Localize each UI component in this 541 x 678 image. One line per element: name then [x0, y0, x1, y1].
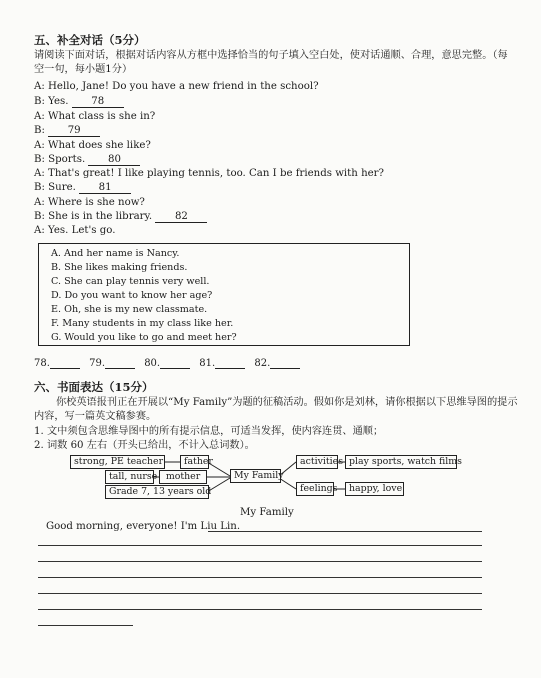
blank-82[interactable]: 82 — [155, 211, 207, 223]
writing-line[interactable] — [38, 577, 482, 578]
section5-instruction-line1: 请阅读下面对话，根据对话内容从方框中选择恰当的句子填入空白处，使对话通顺、合理，意思完整。（每 — [34, 50, 508, 61]
essay-opening: Good morning, everyone! I'm Liu Lin. — [46, 521, 241, 532]
dialogue-line: A: Yes. Let's go. — [34, 225, 116, 236]
writing-line[interactable] — [38, 545, 482, 546]
dialogue-line: A: What class is she in? — [34, 111, 156, 122]
section6-instruction-line1: 你校英语报刊正在开展以“My Family”为题的征稿活动。假如你是刘林，请你根据以下思维导图的提示 — [56, 397, 518, 408]
option-d: D. Do you want to know her age? — [51, 290, 213, 301]
requirement-2: 2. 词数 60 左右（开头已给出，不计入总词数）。 — [34, 440, 255, 451]
writing-line[interactable] — [38, 593, 482, 594]
section5-heading: 五、补全对话（5分） — [34, 33, 146, 47]
mindmap-activities: activities — [296, 455, 338, 469]
dialogue-line: B: Sure. 81 — [34, 181, 131, 194]
section5-instruction-line2: 空一句，每小题1分） — [34, 64, 133, 75]
section6-instruction-line2: 内容，写一篇英文稿参赛。 — [34, 411, 157, 422]
option-a: A. And her name is Nancy. — [51, 248, 180, 259]
option-f: F. Many students in my class like her. — [51, 318, 234, 329]
mindmap-father-traits: strong, PE teacher — [70, 455, 165, 469]
section6-heading: 六、书面表达（15分） — [34, 380, 154, 394]
writing-line[interactable] — [38, 609, 482, 610]
mindmap-father: father — [180, 455, 209, 469]
mindmap-mother: mother — [159, 470, 207, 484]
blank-80[interactable]: 80 — [88, 154, 140, 166]
dialogue-line: A: Hello, Jane! Do you have a new friend in the school? — [34, 81, 319, 92]
essay-title: My Family — [240, 507, 294, 518]
dialogue-line: B: Sports. 80 — [34, 153, 140, 166]
option-c: C. She can play tennis very well. — [51, 276, 210, 287]
answer-row: 78. 79. 80. 81. 82. — [34, 358, 306, 369]
blank-78[interactable]: 78 — [72, 96, 124, 108]
mindmap-mother-traits: tall, nurse — [105, 470, 154, 484]
dialogue-line: B: 79 — [34, 124, 100, 137]
mindmap-feelings: feelings — [296, 482, 334, 496]
mindmap-me: Grade 7, 13 years old — [105, 485, 209, 499]
dialogue-line: B: Yes. 78 — [34, 95, 124, 108]
blank-81[interactable]: 81 — [79, 182, 131, 194]
dialogue-line: A: That's great! I like playing tennis, too. Can I be friends with her? — [34, 168, 385, 179]
option-e: E. Oh, she is my new classmate. — [51, 304, 208, 315]
writing-line[interactable] — [38, 561, 482, 562]
blank-79[interactable]: 79 — [48, 125, 100, 137]
mindmap-feelings-detail: happy, love — [345, 482, 404, 496]
option-g: G. Would you like to go and meet her? — [51, 332, 237, 343]
mindmap-activities-detail: play sports, watch films — [345, 455, 457, 469]
option-b: B. She likes making friends. — [51, 262, 188, 273]
dialogue-line: A: Where is she now? — [34, 197, 145, 208]
mindmap-center: My Family — [230, 469, 281, 483]
writing-line[interactable] — [208, 531, 482, 532]
requirement-1: 1. 文中须包含思维导图中的所有提示信息，可适当发挥，使内容连贯、通顺； — [34, 426, 384, 437]
writing-line[interactable] — [38, 625, 133, 626]
dialogue-line: B: She is in the library. 82 — [34, 210, 207, 223]
dialogue-line: A: What does she like? — [34, 140, 151, 151]
